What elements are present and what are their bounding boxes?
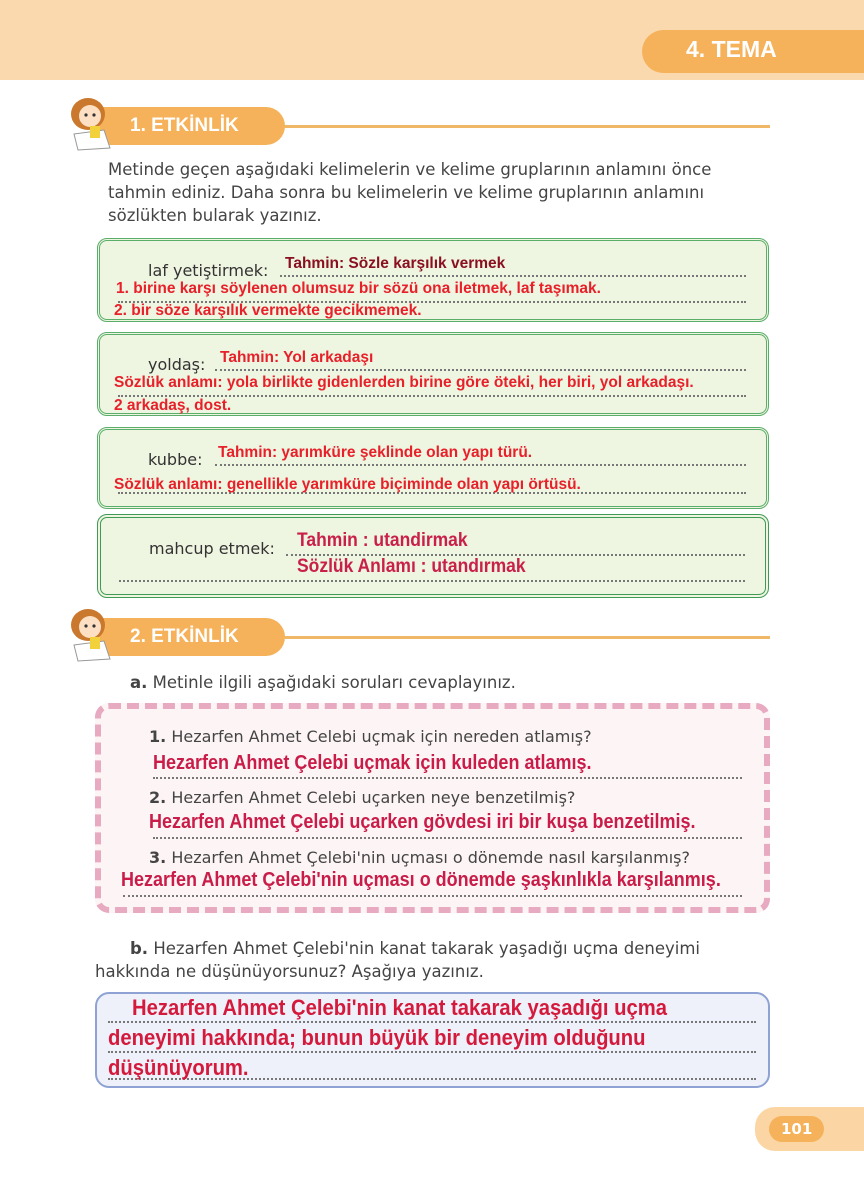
term: mahcup etmek: bbox=[149, 539, 275, 558]
part-a-prompt bbox=[130, 673, 516, 692]
term: kubbe: bbox=[148, 450, 203, 469]
answer-2: Hezarfen Ahmet Çelebi uçarken gövdesi iri bir kuşa benzetilmiş. bbox=[149, 811, 696, 833]
answer-line bbox=[108, 1051, 756, 1053]
activity1-instructions: Metinde geçen aşağıdaki kelimelerin ve kelime gruplarının anlamını önce tahmin ediniz. Daha sonra bu kelimelerin ve kelime gruplarının anlamını sözlükten bularak yazınız. bbox=[108, 160, 712, 225]
answer-line bbox=[153, 837, 742, 839]
question-3: 3. Hezarfen Ahmet Çelebi'nin uçması o dönemde nasıl karşılanmış? bbox=[149, 848, 690, 867]
dictionary-answer: Sözlük anlamı: yola birlikte gidenlerden birine göre öteki, her biri, yol arkadaşı. bbox=[114, 374, 694, 391]
part-a-text: Metinle ilgili aşağıdaki soruları cevaplayınız. bbox=[152, 673, 516, 692]
part-b-prompt bbox=[95, 937, 775, 983]
part-b-label: b. bbox=[130, 939, 149, 958]
theme-tab: 4. TEMA bbox=[642, 30, 864, 73]
vocab-box-4 bbox=[97, 514, 769, 598]
part-a-label: a. bbox=[130, 673, 148, 692]
dictionary-answer: 1. birine karşı söylenen olumsuz bir sözü ona iletmek, laf taşımak. bbox=[116, 280, 601, 297]
activity1-heading: 1. ETKİNLİK bbox=[100, 107, 285, 145]
question-1: 1. Hezarfen Ahmet Celebi uçmak için nereden atlamış? bbox=[149, 727, 592, 746]
vocab-box-2 bbox=[97, 332, 769, 416]
answer-line bbox=[215, 464, 746, 466]
term: laf yetiştirmek: bbox=[148, 261, 269, 280]
answer-1: Hezarfen Ahmet Çelebi uçmak için kuleden atlamış. bbox=[153, 752, 592, 774]
opinion-answer-line-1: Hezarfen Ahmet Çelebi'nin kanat takarak yaşadığı uçma bbox=[132, 995, 668, 1020]
question-2: 2. Hezarfen Ahmet Celebi uçarken neye benzetilmiş? bbox=[149, 788, 576, 807]
guess-answer: Tahmin : utandirmak bbox=[297, 530, 468, 551]
dictionary-answer: Sözlük Anlamı : utandırmak bbox=[297, 556, 526, 577]
activity2-heading: 2. ETKİNLİK bbox=[100, 618, 285, 656]
answer-line bbox=[153, 777, 742, 779]
guess-answer: Tahmin: Yol arkadaşı bbox=[220, 349, 374, 366]
dictionary-answer: 2. bir söze karşılık vermekte gecikmemek. bbox=[114, 302, 422, 319]
part-b-text: Hezarfen Ahmet Çelebi'nin kanat takarak yaşadığı uçma deneyimi hakkında ne düşünüyorsunuz? Aşağıya yazınız. bbox=[95, 939, 701, 981]
answer-line bbox=[280, 275, 746, 277]
answer-3: Hezarfen Ahmet Çelebi'nin uçması o dönemde şaşkınlıkla karşılanmış. bbox=[121, 869, 721, 891]
page-number-tab bbox=[755, 1107, 864, 1151]
answer-line bbox=[108, 1021, 756, 1023]
guess-answer: Tahmin: yarımküre şeklinde olan yapı türü. bbox=[218, 444, 533, 461]
answer-line bbox=[119, 580, 745, 582]
mascot-girl-icon bbox=[64, 94, 116, 152]
divider bbox=[285, 636, 770, 639]
guess-answer: Tahmin: Sözle karşılık vermek bbox=[285, 255, 506, 272]
divider bbox=[285, 125, 770, 128]
vocab-box-1 bbox=[97, 238, 769, 322]
term: yoldaş: bbox=[148, 355, 206, 374]
vocab-box-3 bbox=[97, 427, 769, 509]
mascot-girl-icon bbox=[64, 605, 116, 663]
opinion-answer-line-2: deneyimi hakkında; bunun büyük bir deneyim olduğunu bbox=[108, 1025, 646, 1050]
dictionary-answer: Sözlük anlamı: genellikle yarımküre biçiminde olan yapı örtüsü. bbox=[114, 476, 581, 493]
answer-line bbox=[123, 895, 742, 897]
answer-line bbox=[215, 369, 746, 371]
questions-box bbox=[95, 703, 770, 913]
page-number: 101 bbox=[769, 1116, 824, 1142]
opinion-answer-line-3: düşünüyorum. bbox=[108, 1055, 249, 1080]
dictionary-answer: 2 arkadaş, dost. bbox=[114, 397, 232, 414]
